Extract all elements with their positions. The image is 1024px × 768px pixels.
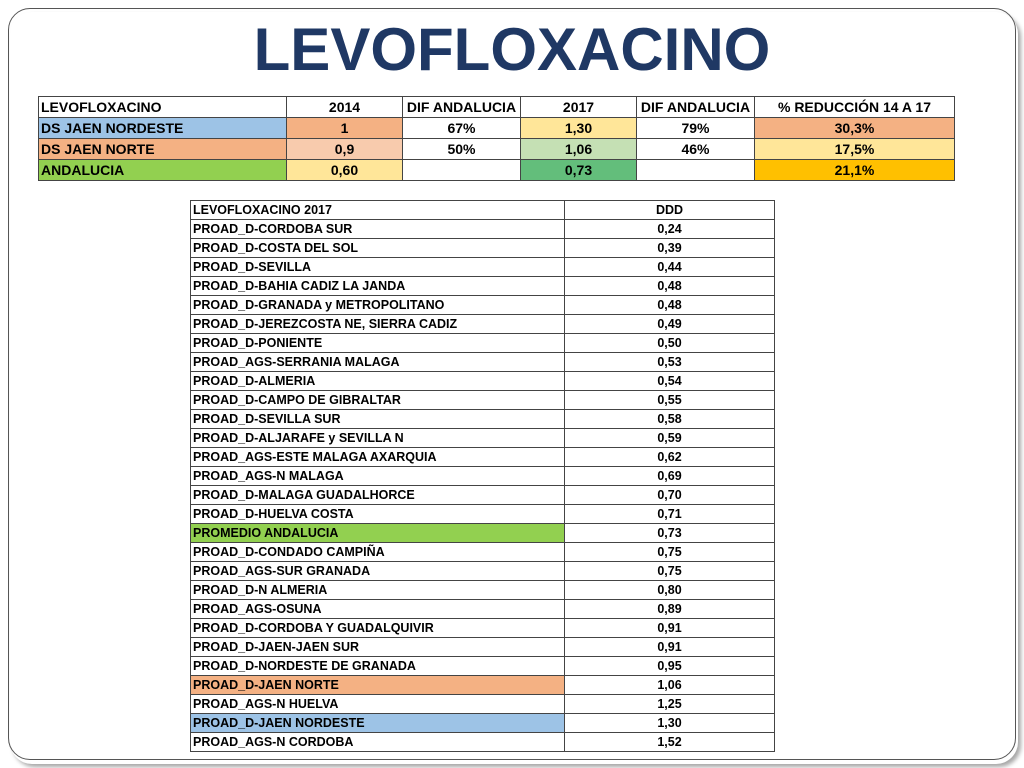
ddd-area-name: PROAD_D-SEVILLA (191, 258, 565, 277)
summary-header-cell: % REDUCCIÓN 14 A 17 (755, 97, 955, 118)
ddd-area-name: PROAD_D-CONDADO CAMPIÑA (191, 543, 565, 562)
ddd-area-name: PROAD_D-JAEN-JAEN SUR (191, 638, 565, 657)
ddd-value: 0,75 (565, 543, 775, 562)
ddd-row (191, 372, 775, 391)
summary-cell: 67% (403, 118, 521, 139)
summary-cell: 0,60 (287, 160, 403, 181)
ddd-row (191, 277, 775, 296)
ddd-row (191, 676, 775, 695)
summary-header-cell: 2014 (287, 97, 403, 118)
summary-row-label: DS JAEN NORDESTE (39, 118, 287, 139)
ddd-area-name: PROAD_D-CORDOBA Y GUADALQUIVIR (191, 619, 565, 638)
summary-row (39, 139, 955, 160)
ddd-area-name: PROAD_D-ALMERIA (191, 372, 565, 391)
ddd-row (191, 353, 775, 372)
ddd-value: 0,24 (565, 220, 775, 239)
ddd-row (191, 562, 775, 581)
ddd-value: 1,52 (565, 733, 775, 752)
ddd-value: 0,70 (565, 486, 775, 505)
ddd-area-name: PROAD_AGS-SUR GRANADA (191, 562, 565, 581)
ddd-value: 0,58 (565, 410, 775, 429)
ddd-area-name: PROAD_D-JEREZCOSTA NE, SIERRA CADIZ (191, 315, 565, 334)
ddd-value: 0,95 (565, 657, 775, 676)
ddd-area-name: PROAD_D-CORDOBA SUR (191, 220, 565, 239)
summary-cell: 0,73 (521, 160, 637, 181)
summary-header-cell: DIF ANDALUCIA (403, 97, 521, 118)
summary-cell: 17,5% (755, 139, 955, 160)
ddd-value: 0,62 (565, 448, 775, 467)
summary-cell (403, 160, 521, 181)
ddd-row (191, 296, 775, 315)
ddd-value: 1,25 (565, 695, 775, 714)
ddd-area-name: PROAD_D-ALJARAFE y SEVILLA N (191, 429, 565, 448)
ddd-row (191, 334, 775, 353)
ddd-area-name: PROMEDIO ANDALUCIA (191, 524, 565, 543)
summary-cell: 0,9 (287, 139, 403, 160)
ddd-header-row (191, 201, 775, 220)
ddd-value: 1,30 (565, 714, 775, 733)
ddd-value: 0,91 (565, 619, 775, 638)
summary-cell: 1,30 (521, 118, 637, 139)
ddd-row (191, 429, 775, 448)
ddd-value: 0,50 (565, 334, 775, 353)
summary-row-label: DS JAEN NORTE (39, 139, 287, 160)
ddd-row (191, 695, 775, 714)
ddd-row (191, 581, 775, 600)
ddd-area-name: PROAD_D-COSTA DEL SOL (191, 239, 565, 258)
ddd-area-name: PROAD_AGS-OSUNA (191, 600, 565, 619)
ddd-value: 0,54 (565, 372, 775, 391)
ddd-area-name: PROAD_D-CAMPO DE GIBRALTAR (191, 391, 565, 410)
summary-header-cell: 2017 (521, 97, 637, 118)
summary-row (39, 160, 955, 181)
ddd-header-cell: DDD (565, 201, 775, 220)
summary-cell: 1 (287, 118, 403, 139)
summary-cell: 46% (637, 139, 755, 160)
ddd-area-name: PROAD_D-SEVILLA SUR (191, 410, 565, 429)
summary-cell: 1,06 (521, 139, 637, 160)
ddd-row (191, 657, 775, 676)
ddd-area-name: PROAD_D-GRANADA y METROPOLITANO (191, 296, 565, 315)
ddd-table (190, 200, 775, 752)
ddd-value: 0,48 (565, 296, 775, 315)
ddd-header-cell: LEVOFLOXACINO 2017 (191, 201, 565, 220)
ddd-value: 0,73 (565, 524, 775, 543)
ddd-row (191, 733, 775, 752)
ddd-area-name: PROAD_D-N ALMERIA (191, 581, 565, 600)
ddd-row (191, 638, 775, 657)
ddd-area-name: PROAD_D-MALAGA GUADALHORCE (191, 486, 565, 505)
ddd-value: 0,49 (565, 315, 775, 334)
ddd-row (191, 524, 775, 543)
ddd-area-name: PROAD_D-PONIENTE (191, 334, 565, 353)
summary-header-row (39, 97, 955, 118)
ddd-value: 0,69 (565, 467, 775, 486)
ddd-area-name: PROAD_AGS-N MALAGA (191, 467, 565, 486)
summary-table (38, 96, 955, 181)
ddd-value: 0,53 (565, 353, 775, 372)
ddd-area-name: PROAD_D-JAEN NORDESTE (191, 714, 565, 733)
ddd-value: 0,59 (565, 429, 775, 448)
summary-cell: 21,1% (755, 160, 955, 181)
summary-cell: 79% (637, 118, 755, 139)
summary-cell (637, 160, 755, 181)
ddd-value: 0,44 (565, 258, 775, 277)
ddd-value: 0,71 (565, 505, 775, 524)
ddd-value: 0,55 (565, 391, 775, 410)
summary-cell: 30,3% (755, 118, 955, 139)
ddd-row (191, 543, 775, 562)
ddd-row (191, 239, 775, 258)
ddd-row (191, 619, 775, 638)
ddd-row (191, 448, 775, 467)
ddd-value: 0,91 (565, 638, 775, 657)
ddd-row (191, 410, 775, 429)
ddd-area-name: PROAD_D-JAEN NORTE (191, 676, 565, 695)
summary-header-cell: LEVOFLOXACINO (39, 97, 287, 118)
slide-title: LEVOFLOXACINO (253, 16, 771, 83)
ddd-row (191, 600, 775, 619)
ddd-value: 0,80 (565, 581, 775, 600)
ddd-row (191, 486, 775, 505)
ddd-value: 0,48 (565, 277, 775, 296)
summary-row (39, 118, 955, 139)
ddd-area-name: PROAD_AGS-ESTE MALAGA AXARQUIA (191, 448, 565, 467)
ddd-area-name: PROAD_D-BAHIA CADIZ LA JANDA (191, 277, 565, 296)
ddd-area-name: PROAD_AGS-SERRANIA MALAGA (191, 353, 565, 372)
ddd-row (191, 467, 775, 486)
ddd-row (191, 220, 775, 239)
ddd-row (191, 505, 775, 524)
summary-cell: 50% (403, 139, 521, 160)
ddd-area-name: PROAD_AGS-N HUELVA (191, 695, 565, 714)
summary-header-cell: DIF ANDALUCIA (637, 97, 755, 118)
ddd-value: 0,39 (565, 239, 775, 258)
summary-row-label: ANDALUCIA (39, 160, 287, 181)
ddd-row (191, 258, 775, 277)
ddd-value: 1,06 (565, 676, 775, 695)
ddd-value: 0,89 (565, 600, 775, 619)
ddd-row (191, 391, 775, 410)
ddd-area-name: PROAD_D-HUELVA COSTA (191, 505, 565, 524)
ddd-row (191, 714, 775, 733)
ddd-area-name: PROAD_AGS-N CORDOBA (191, 733, 565, 752)
ddd-value: 0,75 (565, 562, 775, 581)
ddd-area-name: PROAD_D-NORDESTE DE GRANADA (191, 657, 565, 676)
ddd-row (191, 315, 775, 334)
